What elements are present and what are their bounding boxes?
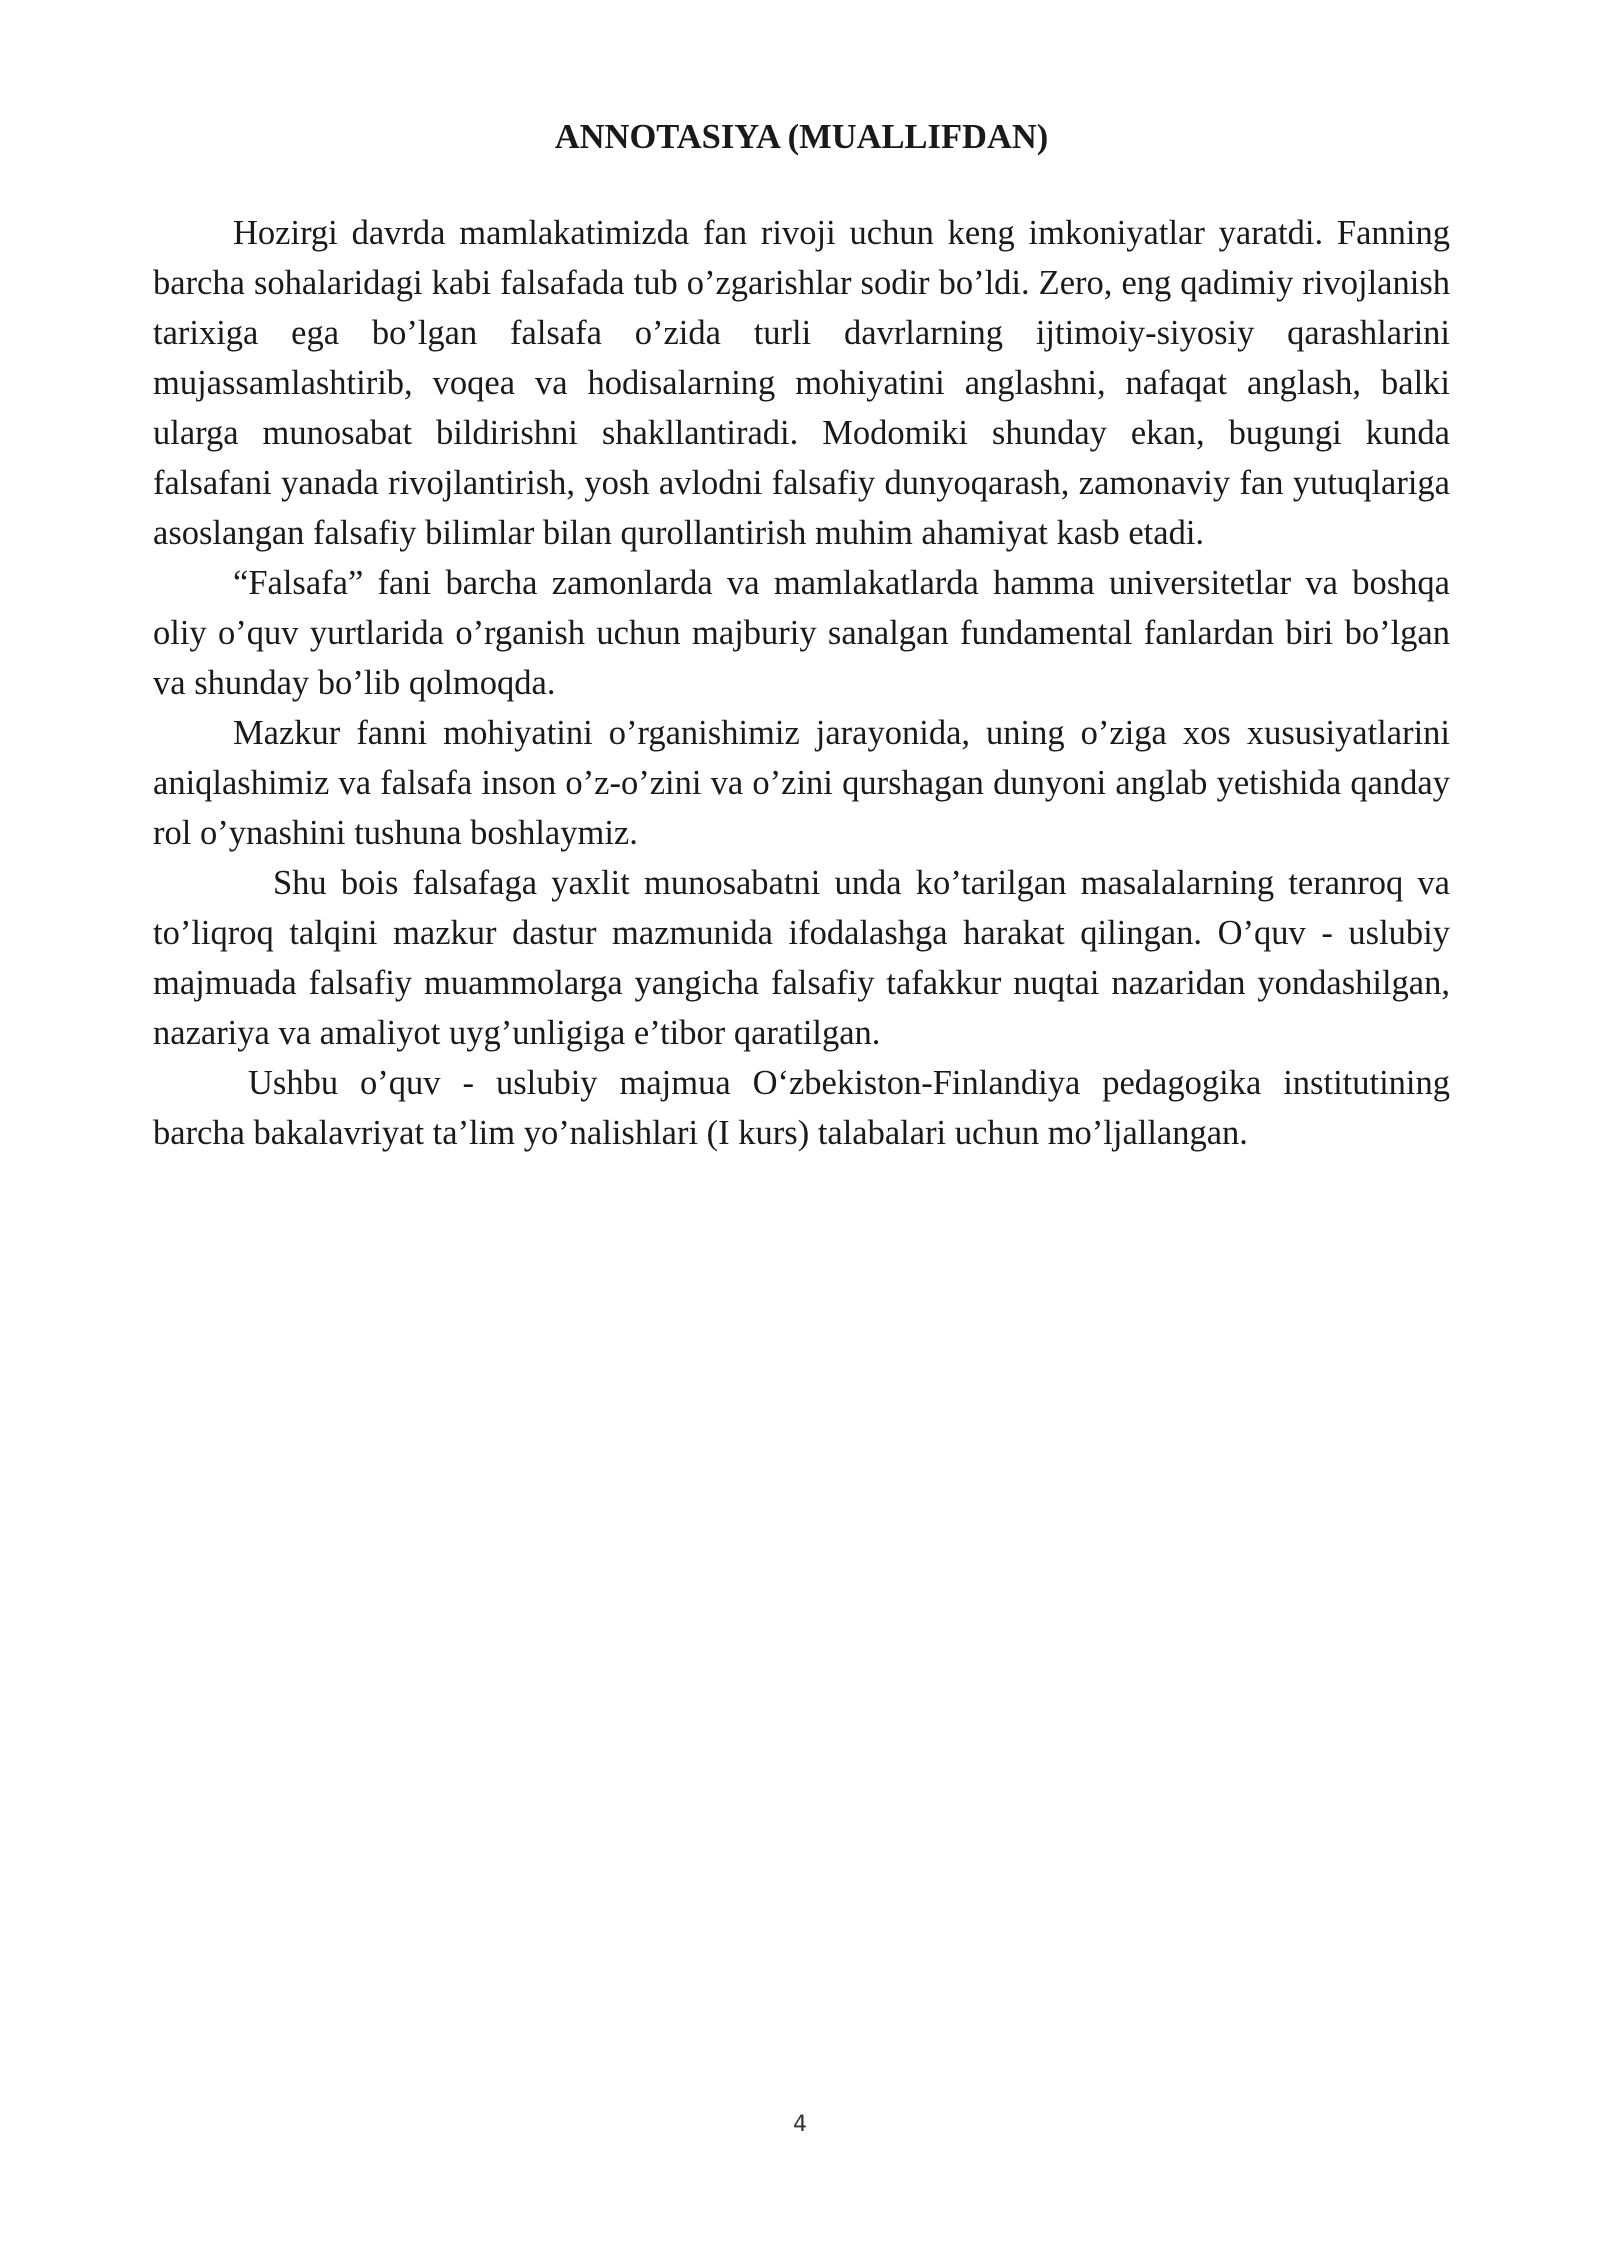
- page-number: 4: [793, 2112, 807, 2137]
- paragraph-5: Ushbu o’quv - uslubiy majmua O‘zbekiston-Finlandiya pedagogika institutining barcha bakalavriyat ta’lim yo’nalishlari (I kurs) talabalari uchun mo’ljallangan.: [153, 1064, 1450, 1152]
- paragraph-2: “Falsafa” fani barcha zamonlarda va mamlakatlarda hamma universitetlar va boshqa oliy o’quv yurtlarida o’rganish uchun majburiy sanalgan fundamental fanlardan biri bo’lgan va shunday bo’lib qolmoqda.: [153, 564, 1450, 702]
- page-content: [153, 112, 1450, 1158]
- paragraph-4: Shu bois falsafaga yaxlit munosabatni unda ko’tarilgan masalalarning teranroq va to’liqroq talqini mazkur dastur mazmunida ifodalashga harakat qilingan. O’quv - uslubiy majmuada falsafiy muammolarga yangicha falsafiy tafakkur nuqtai nazaridan yondashilgan, nazariya va amaliyot uyg’unligiga e’tibor qaratilgan.: [153, 864, 1450, 1052]
- paragraph-1: Hozirgi davrda mamlakatimizda fan rivoji uchun keng imkoniyatlar yaratdi. Fanning barcha sohalaridagi kabi falsafada tub o’zgarishlar sodir bo’ldi. Zero, eng qadimiy rivojlanish tarixiga ega bo’lgan falsafa o’zida turli davrlarning ijtimoiy-siyosiy qarashlarini mujassamlashtirib, voqea va hodisalarning mohiyatini anglashni, nafaqat anglash, balki ularga munosabat bildirishni shakllantiradi. Modomiki shunday ekan, bugungi kunda falsafani yanada rivojlantirish, yosh avlodni falsafiy dunyoqarash, zamonaviy fan yutuqlariga asoslangan falsafiy bilimlar bilan qurollantirish muhim ahamiyat kasb etadi.: [153, 214, 1450, 552]
- paragraph-3: Mazkur fanni mohiyatini o’rganishimiz jarayonida, uning o’ziga xos xususiyatlarini aniqlashimiz va falsafa inson o’z-o’zini va o’zini qurshagan dunyoni anglab yetishida qanday rol o’ynashini tushuna boshlaymiz.: [153, 714, 1450, 852]
- page-title: ANNOTASIYA (MUALLIFDAN): [554, 118, 1049, 156]
